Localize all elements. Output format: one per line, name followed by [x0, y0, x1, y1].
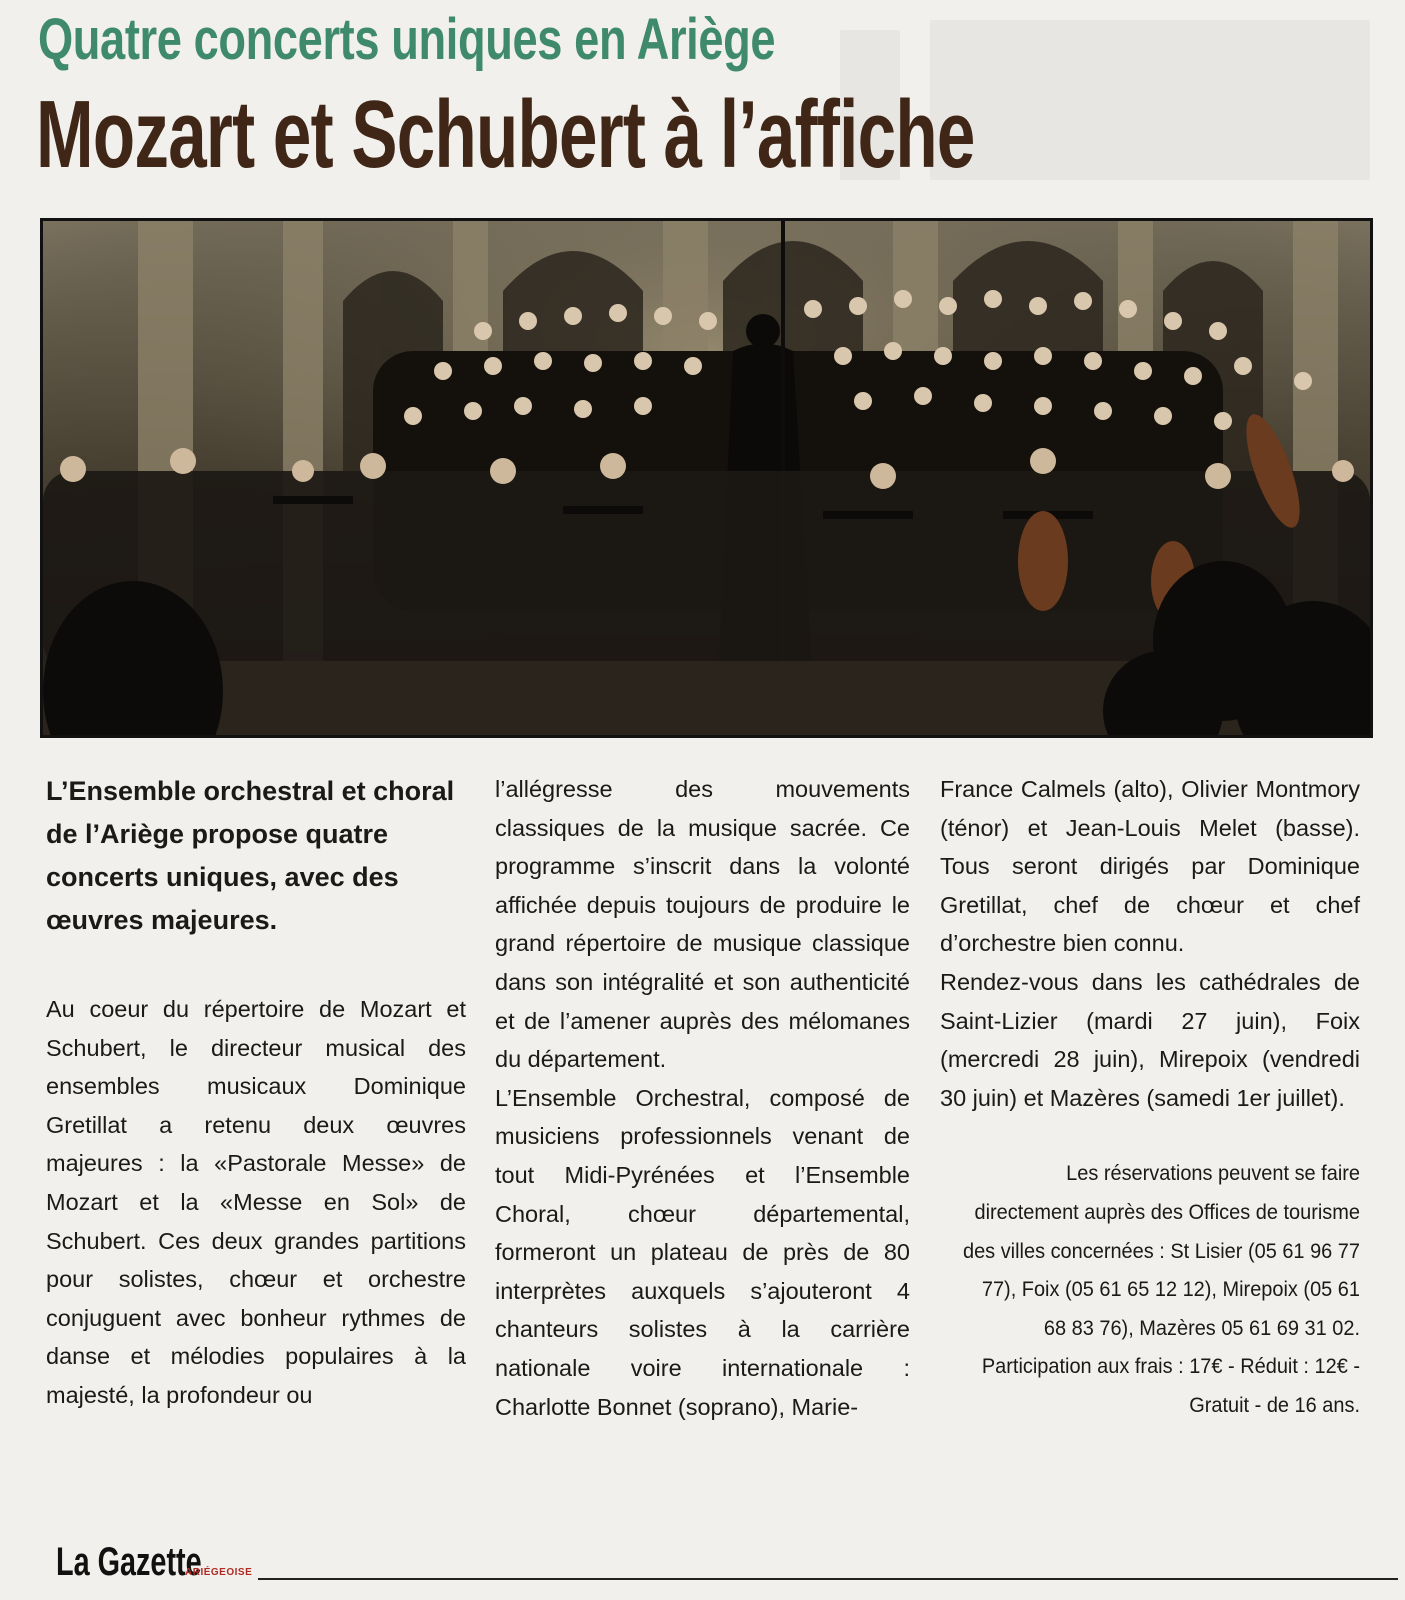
column-2 — [495, 770, 910, 1426]
newspaper-logo: La Gazette — [56, 1540, 202, 1584]
article-lead: L’Ensemble orchestral et choral de l’Ariège propose quatre concerts uniques, avec des œuvres majeures. — [46, 776, 455, 935]
column-1-body: Au coeur du répertoire de Mozart et Schubert, le directeur musical des ensembles musicaux Dominique Gretillat a retenu deux œuvres majeures : la «Pastorale Messe» de Mozart et la «Messe en Sol» de Schubert. Ces deux grandes partitions pour solistes, chœur et orchestre conjuguent avec bonheur rythmes de danse et mélodies populaires à la majesté, la profondeur ou — [46, 996, 466, 1408]
column-1 — [46, 770, 466, 1415]
column-3-paragraph-1: France Calmels (alto), Olivier Montmory (ténor) et Jean-Louis Melet (basse). Tous seront dirigés par Dominique Gretillat, chef de chœur et chef d’orchestre bien connu. — [940, 776, 1360, 957]
column-2-paragraph-2: L’Ensemble Orchestral, composé de musiciens professionnels venant de tout Midi-Pyrénées et l’Ensemble Choral, chœur départemental, formeront un plateau de près de 80 interprètes auxquels s’ajouteront 4 chanteurs solistes à la carrière nationale voire internationale : Charlotte Bonnet (soprano), Marie- — [495, 1084, 910, 1420]
price-info: Participation aux frais : 17€ - Réduit : 12€ - Gratuit - de 16 ans. — [981, 1355, 1360, 1417]
newspaper-logo-subtitle: ARIÉGEOISE — [185, 1567, 253, 1578]
footer-rule — [258, 1578, 1398, 1580]
article-headline: Mozart et Schubert à l’affiche — [36, 81, 975, 188]
column-3 — [940, 770, 1360, 1426]
reservations-info — [961, 1155, 1360, 1425]
reservations-text: Les réservations peuvent se faire directement auprès des Offices de tourisme des villes concernées : St Lisier (05 61 96 77 77), Foix (05 61 65 12 12), Mirepoix (05 61 68 83 76), Mazères 05 61 69 31 02. — [962, 1162, 1360, 1340]
article-kicker: Quatre concerts uniques en Ariège — [38, 7, 776, 72]
column-2-paragraph-1: l’allégresse des mouvements classiques de la musique sacrée. Ce programme s’inscrit dans la volonté affichée depuis toujours de produire le grand répertoire de musique classique dans son intégralité et son authenticité et de l’amener auprès des mélomanes du département. — [495, 776, 910, 1073]
column-3-paragraph-2: Rendez-vous dans les cathédrales de Saint-Lizier (mardi 27 juin), Foix (mercredi 28 juin), Mirepoix (vendredi 30 juin) et Mazères (samedi 1er juillet). — [940, 968, 1360, 1111]
bleed-through — [930, 20, 1370, 180]
concert-photo — [40, 218, 1373, 738]
